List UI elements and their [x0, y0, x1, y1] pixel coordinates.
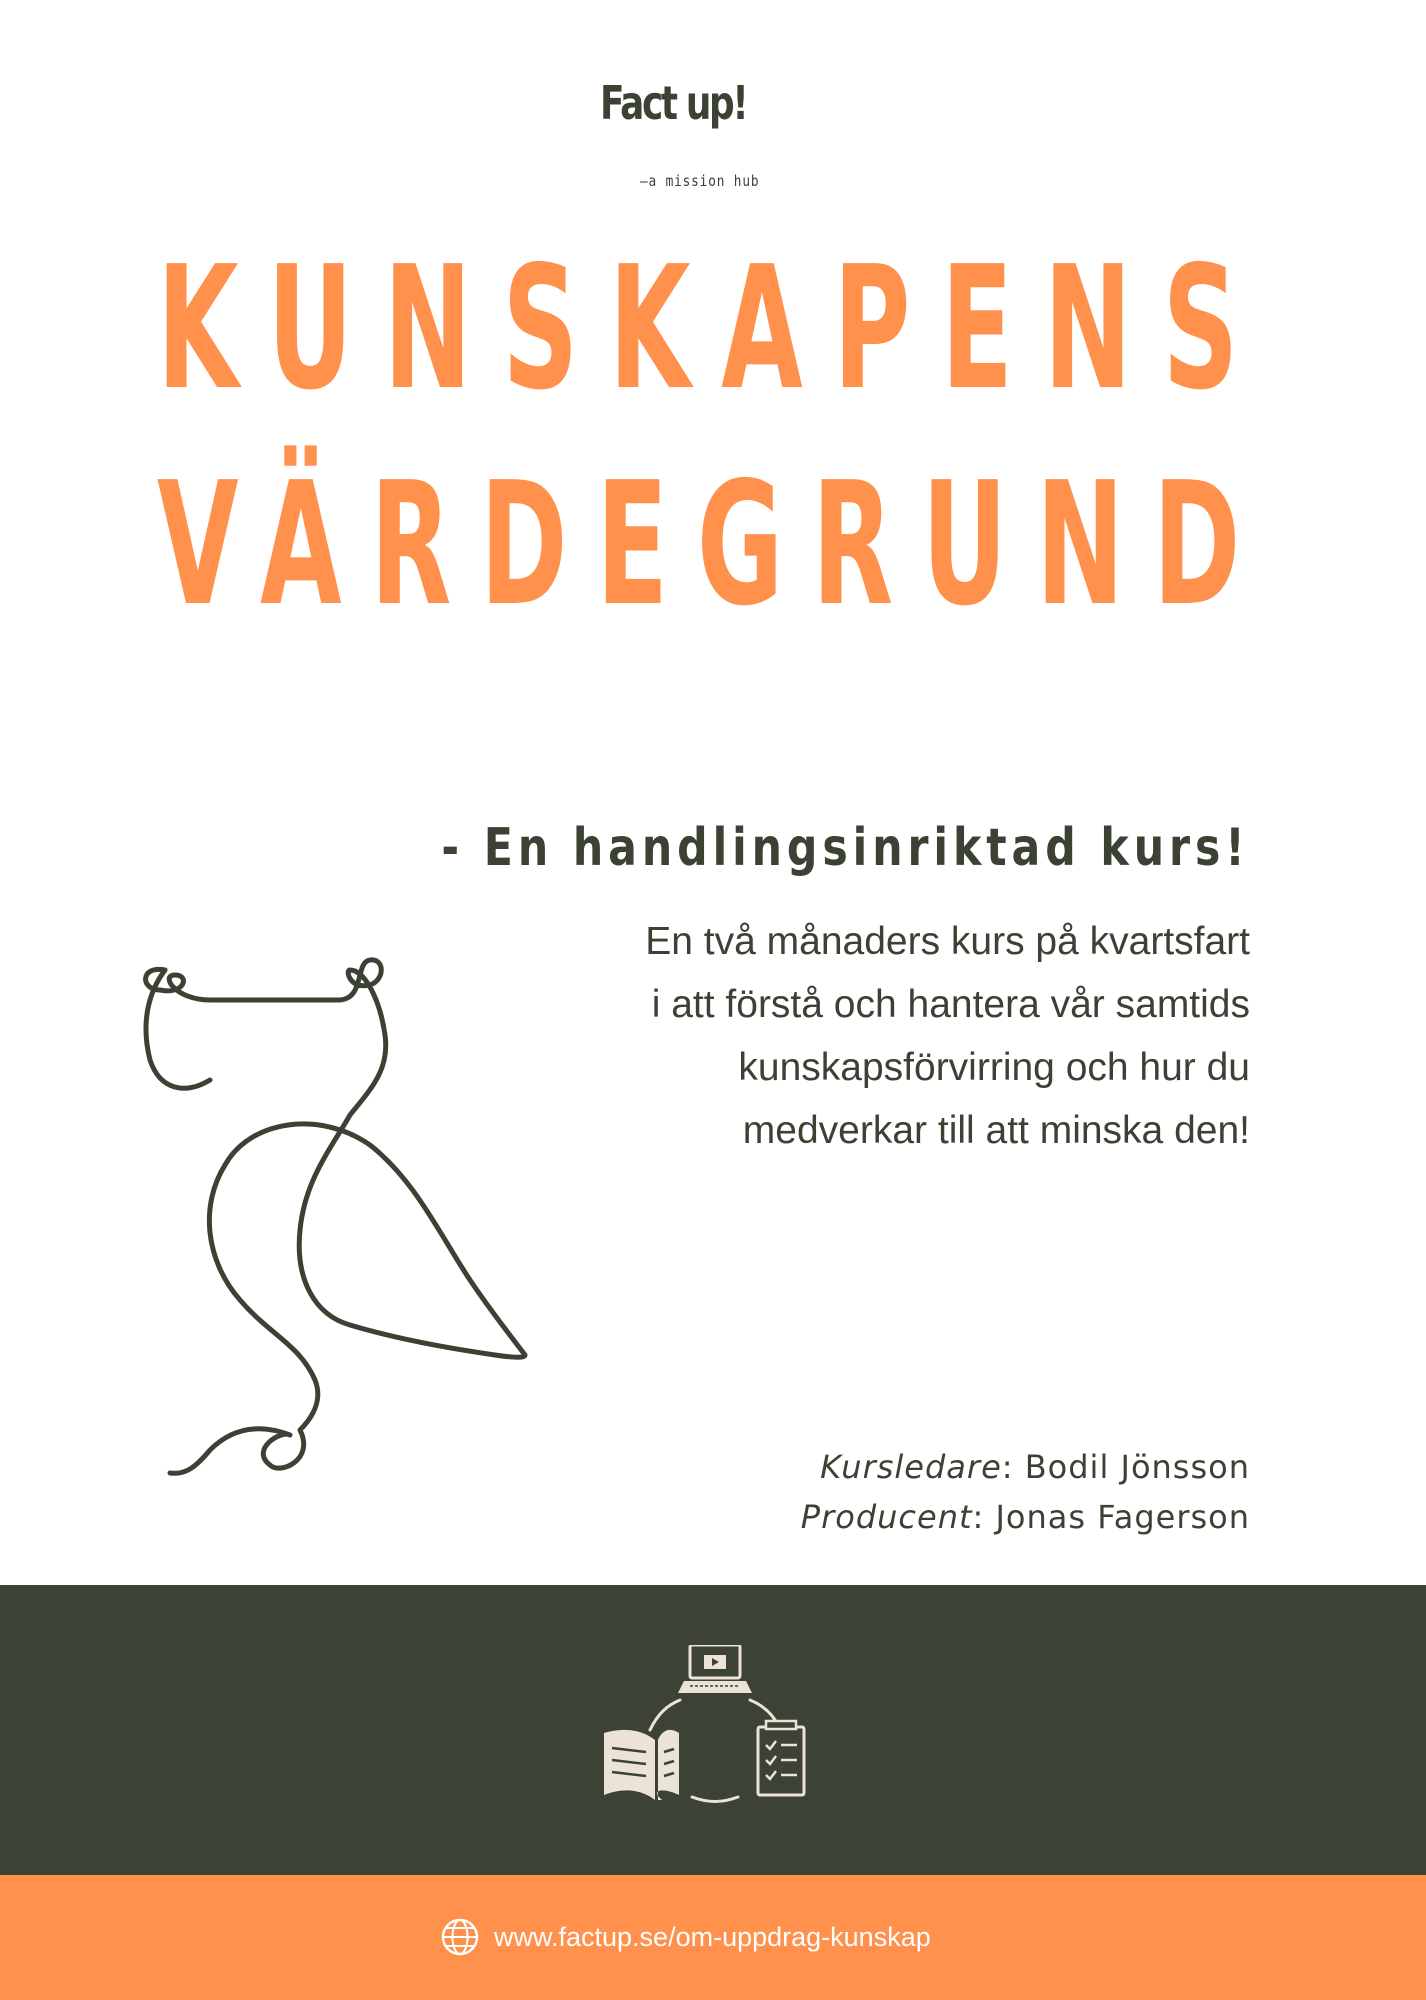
- headline-line-2: [157, 446, 1269, 644]
- logo-name: Fact up!: [600, 76, 747, 130]
- credit-name: Bodil Jönsson: [1024, 1448, 1250, 1486]
- headline-line-1: [157, 230, 1269, 428]
- credit-name: Jonas Fagerson: [995, 1498, 1250, 1536]
- credits: [801, 1442, 1250, 1542]
- credit-role: Kursledare: [820, 1448, 1002, 1486]
- open-book-icon: [604, 1730, 679, 1800]
- credit-role: Producent: [800, 1498, 973, 1536]
- footer: [0, 1875, 1426, 2000]
- logo-tagline: –a mission hub: [640, 172, 760, 190]
- website-link[interactable]: www.factup.se/om-uppdrag-kunskap: [494, 1921, 931, 1952]
- course-format-band: [0, 1585, 1426, 1875]
- footer-link-group[interactable]: [440, 1917, 931, 1957]
- cycle-arc: [650, 1700, 680, 1730]
- laptop-video-icon: [678, 1645, 752, 1693]
- description-line: kunskapsförvirring och hur du: [738, 1046, 1250, 1089]
- subtitle: - En handlingsinriktad kurs!: [441, 818, 1250, 878]
- cycle-arc: [692, 1797, 738, 1802]
- owl-line-drawing: [140, 940, 660, 1560]
- headline-line-2-text: VÄRDEGRUND: [157, 446, 1269, 644]
- logo: [0, 70, 1426, 200]
- description-line: En två månaders kurs på kvartsfart: [645, 920, 1250, 963]
- checklist-icon: [758, 1721, 804, 1795]
- globe-icon: [440, 1917, 480, 1957]
- credit-producer: Producent: Jonas Fagerson: [800, 1498, 1250, 1536]
- headline-line-1-text: KUNSKAPENS: [157, 230, 1269, 428]
- description-line: medverkar till att minska den!: [742, 1109, 1250, 1152]
- credit-course-leader: Kursledare: Bodil Jönsson: [820, 1448, 1250, 1486]
- description-line: i att förstå och hantera vår samtids: [651, 983, 1250, 1026]
- learning-cycle-graphic: [600, 1645, 830, 1825]
